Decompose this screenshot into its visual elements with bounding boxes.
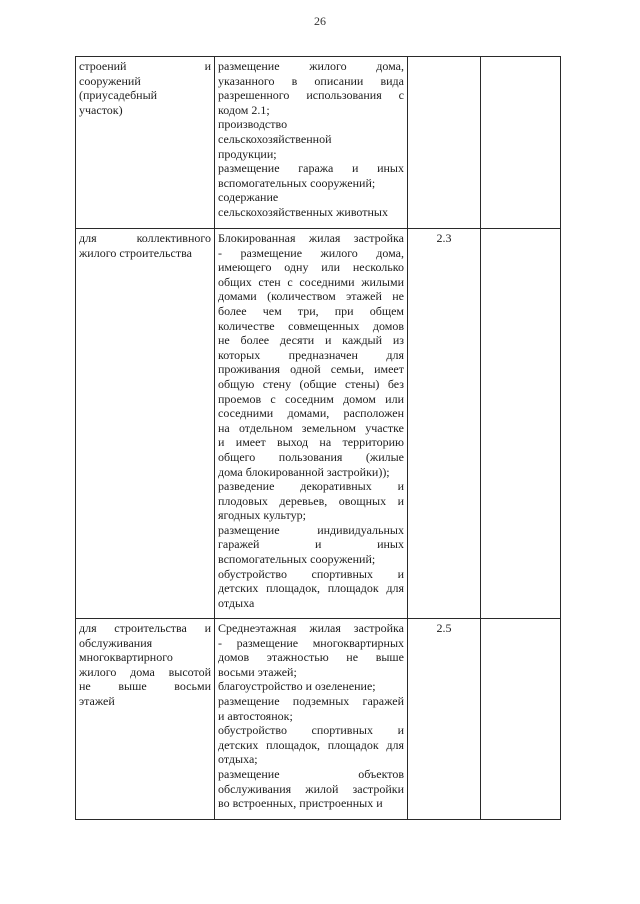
cell-text-line: производство <box>218 117 288 132</box>
cell-text-line: отдыха; <box>218 752 258 767</box>
cell-text-line: восьми этажей; <box>218 664 297 679</box>
table-row <box>76 619 561 820</box>
cell-text-line: жилого строительства <box>79 245 192 260</box>
cell-text-line: обустройство спортивных и <box>218 723 404 738</box>
cell-text-line: продукции; <box>218 146 277 161</box>
cell-text-line: размещение объектов <box>218 766 404 781</box>
cell-text-line: - размещение многоквартирных <box>218 635 404 650</box>
cell-text-line: дома блокированной застройки)); <box>218 464 390 479</box>
cell-text-line: этажей <box>79 693 115 708</box>
cell-text-line: общего пользования (жилые <box>218 449 404 464</box>
cell-text-line: более чем три, при общем <box>218 303 404 318</box>
use-description-cell <box>215 57 408 229</box>
cell-text-line: общих стен с соседними жилыми <box>218 274 404 289</box>
cell-text-line: содержание <box>218 190 279 205</box>
use-name-cell <box>76 619 215 820</box>
use-description-cell <box>215 229 408 619</box>
land-use-table <box>75 56 561 820</box>
cell-text-line: во встроенных, пристроенных и <box>218 796 383 811</box>
use-name-cell <box>76 229 215 619</box>
cell-text-line: имеющего одну или несколько <box>218 260 404 275</box>
cell-text-line: строений и <box>79 59 211 73</box>
cell-text-line: вспомогательных сооружений; <box>218 552 376 567</box>
cell-text-line: сельскохозяйственных животных <box>218 204 388 219</box>
cell-text-line: детских площадок, площадок для <box>218 737 404 752</box>
cell-text-line: не выше восьми <box>79 679 211 694</box>
cell-text-line: многоквартирного <box>79 650 173 665</box>
empty-cell <box>481 229 561 619</box>
cell-text-line: и автостоянок; <box>218 708 293 723</box>
cell-text-line: и имеет выход на территорию <box>218 435 404 450</box>
cell-text-line: вспомогательных сооружений; <box>218 175 376 190</box>
cell-text-line: обслуживания <box>79 635 153 650</box>
cell-text-line: размещение подземных гаражей <box>218 693 404 708</box>
empty-cell <box>481 619 561 820</box>
cell-text-line: домами (количеством этажей не <box>218 289 404 304</box>
empty-cell <box>481 57 561 229</box>
table-row <box>76 57 561 229</box>
cell-text-line: количестве совмещенных домов <box>218 318 404 333</box>
use-name-cell <box>76 57 215 229</box>
cell-text-line: благоустройство и озеленение; <box>218 679 376 694</box>
cell-text-line: размещение гаража и иных <box>218 161 404 176</box>
cell-text-line: сельскохозяйственной <box>218 131 332 146</box>
cell-text-line: ягодных культур; <box>218 508 306 523</box>
page-number: 26 <box>314 14 326 28</box>
cell-text-line: гаражей и иных <box>218 537 404 552</box>
cell-text-line: жилого дома высотой <box>79 664 211 679</box>
cell-text-line: проемов с соседним домом или <box>218 391 404 406</box>
cell-text-line: на отдельном земельном участке <box>218 420 404 435</box>
cell-text-line: указанного в описании вида <box>218 73 404 88</box>
use-description-cell <box>215 619 408 820</box>
cell-text-line: проживания одной семьи, имеет <box>218 362 404 377</box>
table-row <box>76 229 561 619</box>
use-code-cell: 2.3 <box>408 229 481 619</box>
cell-text-line: разрешенного использования с <box>218 88 404 103</box>
cell-text-line: для коллективного <box>79 231 211 245</box>
cell-text-line: Среднеэтажная жилая застройка <box>218 621 404 635</box>
cell-text-line: сооружений <box>79 73 141 88</box>
cell-text-line: кодом 2.1; <box>218 102 270 117</box>
cell-text-line: Блокированная жилая застройка <box>218 231 404 245</box>
cell-text-line: не более десяти и каждый из <box>218 333 404 348</box>
cell-text-line: - размещение жилого дома, <box>218 245 404 260</box>
cell-text-line: участок) <box>79 102 123 117</box>
cell-text-line: размещение индивидуальных <box>218 522 404 537</box>
cell-text-line: разведение декоративных и <box>218 479 404 494</box>
cell-text-line: общую стену (общие стены) без <box>218 376 404 391</box>
cell-text-line: отдыха <box>218 595 255 610</box>
use-code-cell: 2.5 <box>408 619 481 820</box>
cell-text-line: (приусадебный <box>79 88 158 103</box>
cell-text-line: для строительства и <box>79 621 211 635</box>
cell-text-line: соседними домами, расположен <box>218 406 404 421</box>
cell-text-line: размещение жилого дома, <box>218 59 404 73</box>
cell-text-line: домов этажностью не выше <box>218 650 404 665</box>
cell-text-line: детских площадок, площадок для <box>218 581 404 596</box>
cell-text-line: которых предназначен для <box>218 347 404 362</box>
use-code-cell <box>408 57 481 229</box>
cell-text-line: обслуживания жилой застройки <box>218 781 404 796</box>
cell-text-line: обустройство спортивных и <box>218 566 404 581</box>
cell-text-line: плодовых деревьев, овощных и <box>218 493 404 508</box>
